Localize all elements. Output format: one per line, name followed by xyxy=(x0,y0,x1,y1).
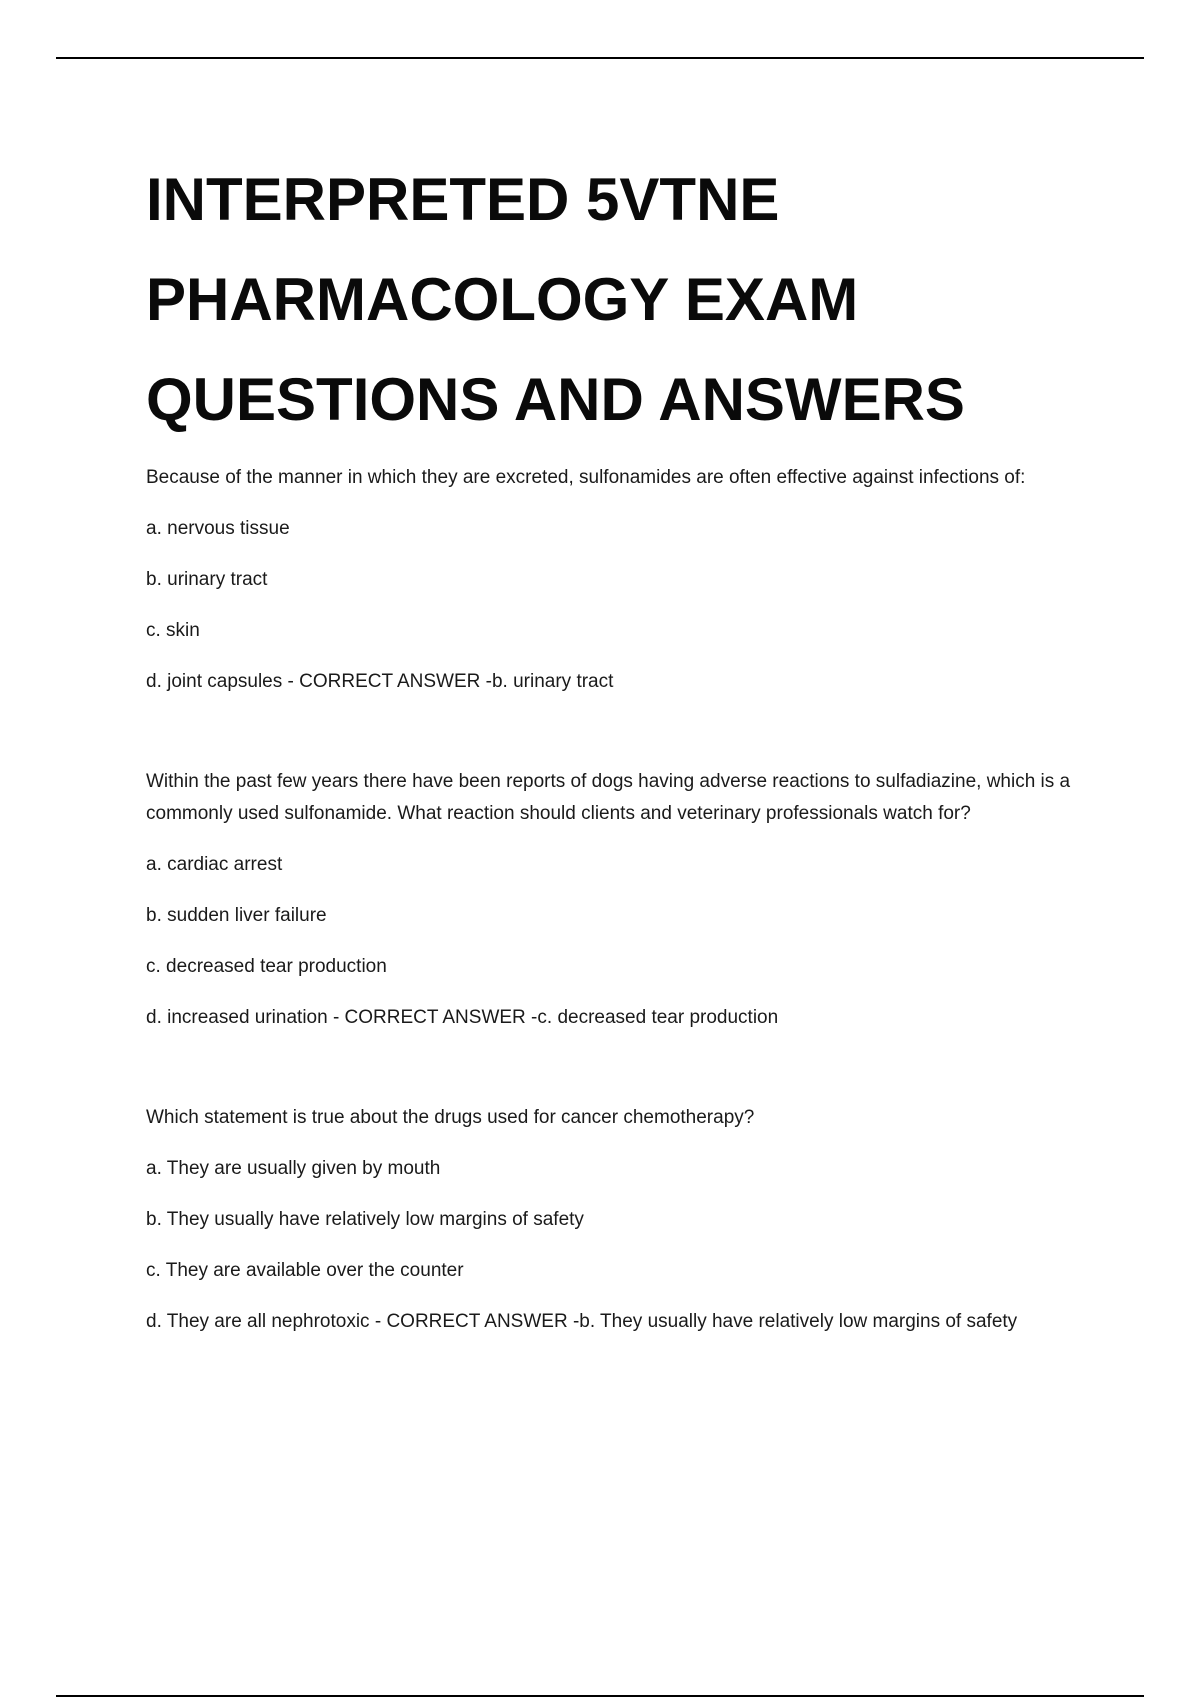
top-rule xyxy=(56,57,1144,59)
answer-option: c. They are available over the counter xyxy=(146,1260,464,1281)
answer-option: a. They are usually given by mouth xyxy=(146,1158,441,1179)
answer-option: b. sudden liver failure xyxy=(146,905,327,926)
title-line: QUESTIONS AND ANSWERS xyxy=(146,366,965,433)
answer-option: c. decreased tear production xyxy=(146,956,387,977)
question-text: Within the past few years there have been reports of dogs having adverse reactions to sulfadiazine, which is a commonly used sulfonamide. What reaction should clients and veterinary professionals watch for? xyxy=(146,771,1071,824)
answer-option-with-correct-answer: d. joint capsules - CORRECT ANSWER -b. urinary tract xyxy=(146,671,614,692)
question-text: Because of the manner in which they are excreted, sulfonamides are often effective against infections of: xyxy=(146,467,1026,488)
bottom-rule xyxy=(56,1695,1144,1697)
title-line: PHARMACOLOGY EXAM xyxy=(146,266,859,333)
answer-option-with-correct-answer: d. They are all nephrotoxic - CORRECT ANSWER -b. They usually have relatively low margins of safety xyxy=(146,1311,1018,1332)
answer-option: a. nervous tissue xyxy=(146,518,290,539)
document-body xyxy=(146,150,1091,1338)
document-title xyxy=(146,150,1091,450)
question-block xyxy=(146,462,1091,698)
question-text: Which statement is true about the drugs used for cancer chemotherapy? xyxy=(146,1107,755,1128)
answer-option: a. cardiac arrest xyxy=(146,854,283,875)
answer-option-with-correct-answer: d. increased urination - CORRECT ANSWER -c. decreased tear production xyxy=(146,1007,779,1028)
answer-option: c. skin xyxy=(146,620,200,641)
answer-option: b. They usually have relatively low margins of safety xyxy=(146,1209,584,1230)
question-block xyxy=(146,1102,1091,1338)
question-block xyxy=(146,766,1091,1034)
answer-option: b. urinary tract xyxy=(146,569,268,590)
title-line: INTERPRETED 5VTNE xyxy=(146,166,780,233)
